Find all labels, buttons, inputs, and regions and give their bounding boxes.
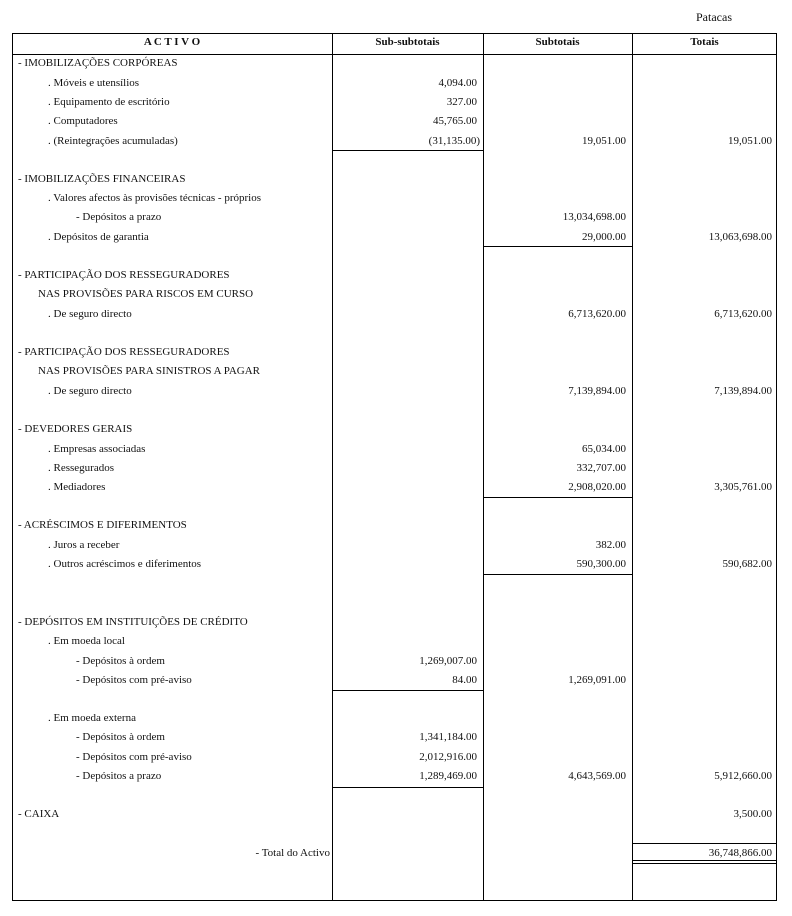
subtotal-value: 4,643,569.00 bbox=[568, 770, 626, 782]
total-rule bbox=[632, 863, 777, 864]
section-heading: - DEPÓSITOS EM INSTITUIÇÕES DE CRÉDITO bbox=[18, 616, 248, 628]
sub-subtotal-value: (31,135.00) bbox=[428, 135, 480, 147]
subtotal-rule bbox=[483, 246, 632, 247]
total-rule bbox=[632, 860, 777, 861]
header-totais: Totais bbox=[690, 36, 719, 48]
row-label: - Depósitos à ordem bbox=[76, 731, 165, 743]
row-label: - Depósitos com pré-aviso bbox=[76, 751, 192, 763]
currency-label: Patacas bbox=[696, 10, 732, 24]
sub-subtotal-value: 4,094.00 bbox=[438, 77, 477, 89]
subtotal-value: 13,034,698.00 bbox=[562, 211, 626, 223]
sub-subtotal-value: 1,269,007.00 bbox=[419, 655, 477, 667]
total-value: 6,713,620.00 bbox=[714, 308, 772, 320]
row-label: . Valores afectos às provisões técnicas - próprios bbox=[48, 192, 262, 204]
header-subtotais: Subtotais bbox=[535, 36, 580, 48]
section-heading: - IMOBILIZAÇÕES CORPÓREAS bbox=[18, 57, 178, 69]
subtotal-rule bbox=[332, 787, 483, 788]
total-rule bbox=[632, 843, 777, 844]
subtotal-value: 1,269,091.00 bbox=[568, 674, 626, 686]
subtotal-rule bbox=[332, 690, 483, 691]
subtotal-value: 2,908,020.00 bbox=[568, 481, 626, 493]
subtotal-value: 7,139,894.00 bbox=[568, 385, 626, 397]
row-label: . Ressegurados bbox=[48, 462, 114, 474]
total-value: 5,912,660.00 bbox=[714, 770, 772, 782]
row-label: . Em moeda local bbox=[48, 635, 125, 647]
row-label: . Mediadores bbox=[48, 481, 106, 493]
header-sub-subtotais: Sub-subtotais bbox=[375, 36, 440, 48]
section-heading: - DEVEDORES GERAIS bbox=[18, 423, 133, 435]
section-heading: - IMOBILIZAÇÕES FINANCEIRAS bbox=[18, 173, 186, 185]
subtotal-value: 65,034.00 bbox=[582, 443, 626, 455]
sub-subtotal-value: 327.00 bbox=[446, 96, 477, 108]
subtotal-rule bbox=[483, 497, 632, 498]
subtotal-rule bbox=[483, 574, 632, 575]
column-divider bbox=[483, 33, 484, 901]
row-label: . Em moeda externa bbox=[48, 712, 136, 724]
sub-subtotal-value: 2,012,916.00 bbox=[419, 751, 477, 763]
total-value: 590,682.00 bbox=[722, 558, 772, 570]
column-divider bbox=[332, 33, 333, 901]
header-divider bbox=[12, 54, 777, 55]
sub-subtotal-value: 45,765.00 bbox=[433, 115, 477, 127]
sub-subtotal-value: 1,289,469.00 bbox=[419, 770, 477, 782]
total-value: 3,500.00 bbox=[733, 808, 772, 820]
grand-total-label: - Total do Activo bbox=[255, 847, 330, 859]
grand-total-value: 36,748,866.00 bbox=[708, 847, 772, 859]
subtotal-value: 590,300.00 bbox=[576, 558, 626, 570]
subtotal-value: 332,707.00 bbox=[576, 462, 626, 474]
row-label: - Depósitos com pré-aviso bbox=[76, 674, 192, 686]
row-label: . (Reintegrações acumuladas) bbox=[48, 135, 178, 147]
header-activo: A C T I V O bbox=[143, 36, 201, 48]
row-label: . Equipamento de escritório bbox=[48, 96, 170, 108]
row-label: - Depósitos a prazo bbox=[76, 211, 162, 223]
row-label: . De seguro directo bbox=[48, 385, 132, 397]
sub-subtotal-value: 84.00 bbox=[452, 674, 477, 686]
section-heading: - CAIXA bbox=[18, 808, 60, 820]
section-heading: NAS PROVISÕES PARA SINISTROS A PAGAR bbox=[38, 365, 261, 377]
sub-subtotal-value: 1,341,184.00 bbox=[419, 731, 477, 743]
row-label: . Móveis e utensílios bbox=[48, 77, 140, 89]
subtotal-value: 19,051.00 bbox=[582, 135, 626, 147]
row-label: . Depósitos de garantia bbox=[48, 231, 149, 243]
section-heading: - ACRÉSCIMOS E DIFERIMENTOS bbox=[18, 519, 187, 531]
section-heading: - PARTICIPAÇÃO DOS RESSEGURADORES bbox=[18, 269, 230, 281]
row-label: - Depósitos a prazo bbox=[76, 770, 162, 782]
row-label: . De seguro directo bbox=[48, 308, 132, 320]
total-value: 13,063,698.00 bbox=[708, 231, 772, 243]
subtotal-value: 382.00 bbox=[595, 539, 626, 551]
row-label: . Outros acréscimos e diferimentos bbox=[48, 558, 202, 570]
subtotal-value: 6,713,620.00 bbox=[568, 308, 626, 320]
row-label: - Depósitos à ordem bbox=[76, 655, 165, 667]
section-heading: - PARTICIPAÇÃO DOS RESSEGURADORES bbox=[18, 346, 230, 358]
row-label: . Juros a receber bbox=[48, 539, 120, 551]
total-value: 3,305,761.00 bbox=[714, 481, 772, 493]
row-label: . Computadores bbox=[48, 115, 118, 127]
total-value: 7,139,894.00 bbox=[714, 385, 772, 397]
subtotal-rule bbox=[332, 150, 483, 151]
section-heading: NAS PROVISÕES PARA RISCOS EM CURSO bbox=[38, 288, 254, 300]
column-divider bbox=[632, 33, 633, 901]
subtotal-value: 29,000.00 bbox=[582, 231, 626, 243]
total-value: 19,051.00 bbox=[728, 135, 772, 147]
row-label: . Empresas associadas bbox=[48, 443, 146, 455]
